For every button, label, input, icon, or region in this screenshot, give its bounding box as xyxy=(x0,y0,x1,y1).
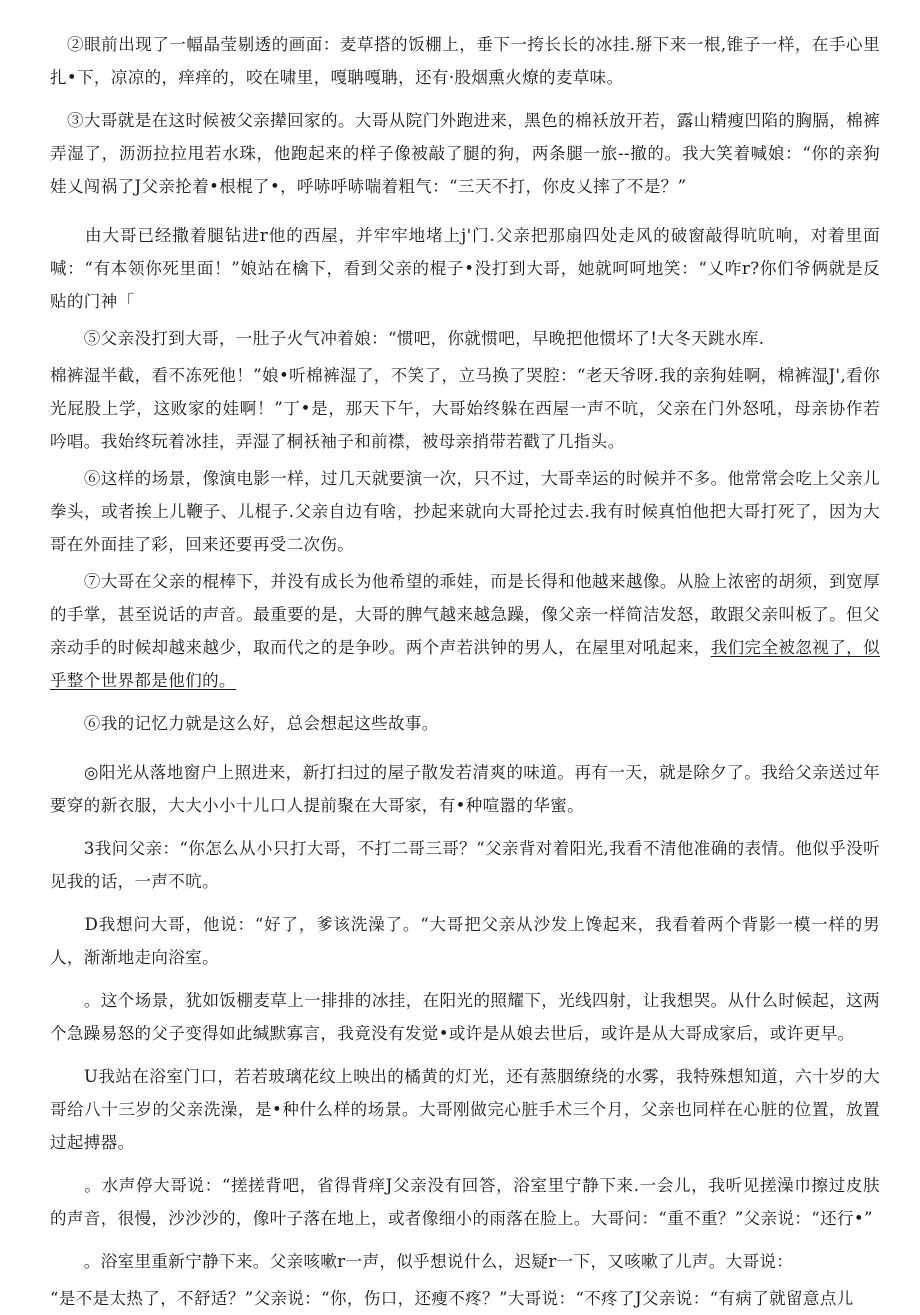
paragraph-7-text: ⑦大哥在父亲的棍棒下，并没有成长为他希望的乖娃，而是长得和他越来越像。从脸上浓密的胡须，到宽厚的手掌，甚至说话的声音。最重要的是，大哥的脾气越来越急躁，像父亲一样简洁发怒，敢跟父亲叫板了。但父亲动手的时候却越来越少，取而代之的是争吵。两个声若洪钟的男人，在屋里对吼起来， xyxy=(50,572,880,657)
paragraph-11: D我想问大哥，他说：“好了，爹该洗澡了。“大哥把父亲从沙发上馋起来，我看着两个背影一模一样的男人，渐渐地走向浴室。 xyxy=(50,915,880,967)
paragraph-9: ◎阳光从落地窗户上照进来，新打扫过的屋子散发若清爽的味道。再有一天，就是除夕了。我给父亲送过年要穿的新衣服，大大小小十儿口人提前聚在大哥家，有•种喧嚣的华蜜。 xyxy=(50,763,880,815)
paragraph-3: ③大哥就是在这时候被父亲撵回家的。大哥从院门外跑进来，黑色的棉袄放开若，露山精瘦凹陷的胸膈，棉裤弄湿了，沥沥拉拉甩若水珠，他跑起来的样子像被敲了腿的狗，两条腿一旅--撤的。我大笑着喊娘：“你的亲狗娃乂闯祸了J父亲抡着•根棍了•，呼哧呼哧喘着粗气：“三天不打，你皮乂摔了不是？” xyxy=(50,111,880,196)
paragraph-5: ⑤父亲没打到大哥，一肚子火气冲着娘：“惯吧，你就惯吧，早晚把他惯坏了!大冬天跳水库. xyxy=(50,329,765,348)
paragraph-4: 由大哥已经撒着腿钻进r他的西屋，并牢牢地堵上j'门.父亲把那扇四处走风的破窗敲得吭吭响，对着里面喊：“有本领你死里面！”娘站在檎下，看到父亲的棍子•没打到大哥，她就呵呵地笑：“乂咋r?你们爷俩就是反贴的门神「 xyxy=(50,226,880,311)
underlined-sentence: 我们完全被忽视了，似乎整个世界都是他们的。 xyxy=(50,638,880,690)
paragraph-10: 3我问父亲：“你怎么从小只打大哥，不打二哥三哥？“父亲背对着阳光,我看不清他准确的表情。他似乎没听见我的话，一声不吭。 xyxy=(50,839,880,891)
paragraph-13: U我站在浴室门口，若若玻璃花纹上映出的橘黄的灯光，还有蒸胭缭绕的水雾，我特殊想知道，六十岁的大哥给八十三岁的父亲洗澡，是•种什么样的场景。大哥刚做完心脏手术三个月，父亲也同样在心脏的位置，放置过起搏器。 xyxy=(50,1067,880,1152)
paragraph-5-continued: 棉裤湿半截，看不冻死他！”娘•听棉裤湿了，不笑了，立马换了哭腔：“老天爷呀.我的亲狗娃啊，棉裤湿J',看你光屁股上学，这败家的娃啊！”丁•是，那天下午，大哥始终躲在西屋一声不吭，父亲在门外怒吼，母亲协作若吟唱。我始终玩着冰挂，弄湿了桐袄袖子和前襟，被母亲捎带若戳了几指头。 xyxy=(50,366,880,451)
paragraph-15: 。浴室里重新宁静下来。父亲咳嗽r一声，似乎想说什么，迟疑r一下，又咳嗽了儿声。大哥说： xyxy=(50,1252,794,1271)
paragraph-8: ⑥我的记忆力就是这么好，总会想起这些故事。 xyxy=(50,714,439,733)
paragraph-6: ⑥这样的场景，像演电影一样，过几天就要演一次，只不过，大哥幸运的时候并不多。他常常会吃上父亲儿拳头，或者挨上儿鞭子、儿棍子.父亲自边有啥，抄起来就向大哥抡过去.我有时候真怕他把大哥打死了，因为大哥在外面挂了彩，回来还要再受二次伤。 xyxy=(50,469,880,554)
paragraph-15-continued: “是不是太热了，不舒适？”父亲说：“你，伤口，还瘦不疼？”大哥说：“不疼了J父亲说：“有病了就留意点儿 xyxy=(50,1289,854,1308)
paragraph-7 xyxy=(50,565,880,697)
paragraph-12: 。这个场景，犹如饭棚麦草上一排排的冰挂，在阳光的照耀下，光线四射，让我想哭。从什么时候起，这两个急躁易怒的父子变得如此缄默寡言，我竟没有发觉•或许是从娘去世后，或许是从大哥成家后，或许更早。 xyxy=(50,991,880,1043)
paragraph-2: ②眼前出现了一幅晶莹剔透的画面：麦草搭的饭棚上，垂下一挎长长的冰挂.掰下来一根,锥子一样，在手心里扎•下，凉凉的，痒痒的，咬在啸里，嘎聃嘎聃，还有·股烟熏火燎的麦草味。 xyxy=(50,35,880,87)
paragraph-14: 。水声停大哥说：“搓搓背吧，省得背痒J父亲没有回答，浴室里宁静下来.一会儿，我听见搓澡巾擦过皮肤的声音，很慢，沙沙沙的，像叶子落在地上，或者像细小的雨落在脸上。大哥问：“重不重？”父亲说：“还行•” xyxy=(50,1176,880,1228)
